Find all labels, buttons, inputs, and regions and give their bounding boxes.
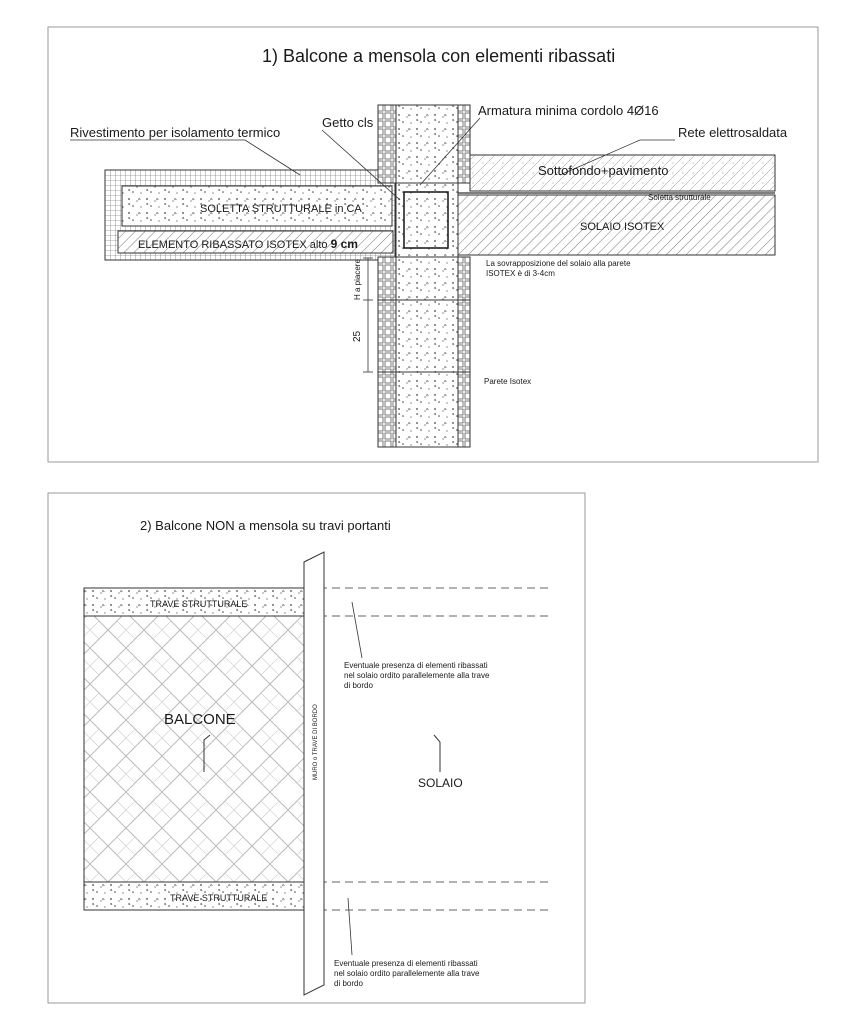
note-bottom-1: Eventuale presenza di elementi ribassati <box>334 959 478 968</box>
label-armatura: Armatura minima cordolo 4Ø16 <box>478 103 659 118</box>
wall-upper-right-shell <box>458 105 470 183</box>
panel-2-balcony-on-beams <box>48 493 585 1003</box>
note-bottom-3: di bordo <box>334 979 363 988</box>
note-top-1: Eventuale presenza di elementi ribassati <box>344 661 488 670</box>
label-trave-top: TRAVE STRUTTURALE <box>150 599 248 609</box>
label-muro: MURO o TRAVE DI BORDO <box>313 704 319 780</box>
label-elemento: ELEMENTO RIBASSATO ISOTEX alto 9 cm <box>138 237 358 251</box>
label-solaio: SOLAIO <box>418 776 463 790</box>
wall-upper-left-shell <box>378 105 396 183</box>
dim-25: 25 <box>352 330 363 342</box>
label-sovrapposizione-1: La sovrapposizione del solaio alla parete <box>486 259 631 268</box>
note-bottom-2: nel solaio ordito parallelemente alla trave <box>334 969 480 978</box>
wall-upper-core <box>396 105 458 183</box>
panel-1-cantilever-balcony <box>48 27 818 462</box>
balcone-area <box>84 616 306 882</box>
wall-lower-core <box>396 257 458 447</box>
label-sovrapposizione-2: ISOTEX è di 3-4cm <box>486 269 555 278</box>
label-soletta-ca: SOLETTA STRUTTURALE in CA <box>200 203 362 215</box>
panel-1-title: 1) Balcone a mensola con elementi ribassati <box>262 46 616 66</box>
label-solaio-isotex: SOLAIO ISOTEX <box>580 221 665 233</box>
label-balcone: BALCONE <box>164 711 236 728</box>
label-getto: Getto cls <box>322 115 374 130</box>
panel-2-title: 2) Balcone NON a mensola su travi portanti <box>140 518 391 533</box>
label-sottofondo: Sottofondo+pavimento <box>538 163 669 178</box>
label-rete: Rete elettrosaldata <box>678 125 788 140</box>
note-top-3: di bordo <box>344 681 373 690</box>
label-rivestimento: Rivestimento per isolamento termico <box>70 125 281 140</box>
wall-lower-right-shell <box>458 257 470 447</box>
dim-h-piacere: H a piacere <box>353 259 362 300</box>
label-soletta-small: Soletta strutturale <box>648 193 711 202</box>
label-parete: Parete Isotex <box>484 377 532 386</box>
wall-lower-left-shell <box>378 257 396 447</box>
note-top-2: nel solaio ordito parallelemente alla trave <box>344 671 490 680</box>
label-trave-bottom: TRAVE STRUTTURALE <box>170 893 268 903</box>
